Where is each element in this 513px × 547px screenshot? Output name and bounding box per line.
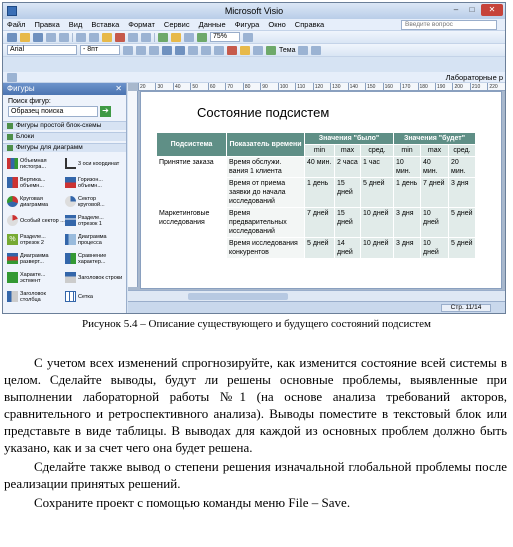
cell-value: 40 мин. [305,157,335,178]
cell-value: 10 дней [361,238,394,259]
stencil-blocks[interactable] [3,132,126,141]
header-was: Значения "было" [305,133,394,145]
cell-value: 10 дней [361,208,394,238]
theme-label[interactable]: Тема [279,46,296,54]
header-avg: сред. [449,145,476,157]
stencil-label: Блоки [16,133,35,140]
special-sector-icon [7,215,18,226]
font-color-icon[interactable] [227,46,237,55]
shape-item[interactable]: Объемная гистогра... [7,156,65,171]
cell-value: 1 день [305,178,335,208]
figure-caption: Рисунок 5.4 – Описание существующего и будущего состояний подсистем [82,318,431,330]
menu-window[interactable]: Окно [268,20,286,29]
minimize-button[interactable]: – [453,5,459,14]
ruler-tick: 150 [365,83,382,90]
ruler-tick: 100 [278,83,295,90]
stencil-icon [7,123,13,129]
page-indicator: Стр. 11/14 [441,304,491,312]
font-select[interactable]: Arial [7,45,77,55]
paragraph: Сохраните проект с помощью команды меню File – Save. [34,495,351,510]
shape-item[interactable]: Заголовок столбца [7,289,65,304]
delete-icon[interactable] [115,33,125,42]
connector-tool-icon[interactable] [171,33,181,42]
stencil-icon [7,134,13,140]
ruler-tick: 20 [138,83,155,90]
percent-segment-icon: % [7,234,18,245]
visio-window [2,2,506,314]
cell-value: 14 дней [335,238,361,259]
table-row [157,157,476,178]
header-max: max [335,145,361,157]
cell-value: 1 день [394,178,421,208]
menu-help[interactable]: Справка [294,20,325,29]
shape-item[interactable]: Сетка [65,289,123,304]
undo-icon[interactable] [128,33,138,42]
preview-icon[interactable] [59,33,69,42]
new-icon[interactable] [7,33,17,42]
theme-icon[interactable] [266,46,276,55]
window-controls [449,4,503,16]
help-search-input[interactable]: Введите вопрос [401,20,497,30]
cell-indicator: Время обслужи. вания 1 клиента [227,157,305,178]
ruler-tick: 40 [173,83,190,90]
drawing-area[interactable] [128,83,505,313]
shape-item[interactable]: Круговая диаграмма [7,194,65,209]
expansion-chart-icon [7,253,18,264]
vertical-ruler [128,91,138,287]
menu-data[interactable]: Данные [198,20,226,29]
ruler-tick: 120 [313,83,330,90]
menu-shape[interactable]: Фигура [234,20,260,29]
row-header-icon [65,272,76,283]
document-title[interactable]: Состояние подсистем [197,105,330,120]
fill-color-icon[interactable] [253,46,263,55]
header-subsystem: Подсистема [157,133,227,157]
ruler-tick: 30 [155,83,172,90]
shape-item[interactable]: Диаграмма разверт... [7,251,65,266]
maximize-button[interactable]: □ [469,5,475,14]
ruler-tick: 210 [470,83,487,90]
redo-icon[interactable] [141,33,151,42]
ruler-tick: 60 [208,83,225,90]
align-center-icon[interactable] [175,46,185,55]
shape-item[interactable]: Вертика... объемн... [7,175,65,190]
line-pattern-icon[interactable] [311,46,321,55]
shape-search-input[interactable]: Образец поиска [8,106,98,117]
save-icon[interactable] [33,33,43,42]
comparison-icon [65,253,76,264]
ruler-tick: 190 [435,83,452,90]
shape-item[interactable]: Заголовок строки [65,270,123,285]
table-row [157,238,476,259]
header-avg: сред. [361,145,394,157]
indent-icon[interactable] [214,46,224,55]
paragraph: С учетом всех изменений спрогнозируйте, как изменится состояние всей системы в целом. Сделайте выводы, будут ли решены основные проблемы, выявленные при выполнении лабораторной работы №1 (на основе анализа требований акторов, сравнительного и ретроспективного анализа). Выводы поместите в текстовый блок или представьте в виде таблицы. В выводах для каждой из основных проблем должно быть указано, как и за счет чего она будет решена. [4,355,507,455]
ruler-tick: 110 [295,83,312,90]
cell-subsystem: Принятие заказа [157,157,227,178]
cell-indicator: Время от приема заявки до начала исследований [227,178,305,208]
toolbar-separator [72,33,73,42]
horizontal-scrollbar[interactable] [128,290,505,301]
drawing-page[interactable] [140,91,502,289]
title-bar [3,3,505,19]
header-max: max [421,145,449,157]
shape-search-row [3,106,126,117]
cell-indicator: Время предварительных исследований [227,208,305,238]
text-tool-icon[interactable] [184,33,194,42]
shape-search-label: Поиск фигур: [8,98,51,105]
cell-value: 5 дней [449,238,476,259]
stencil-flowchart[interactable] [3,121,126,130]
feature-icon [7,272,18,283]
scroll-thumb[interactable] [188,293,288,300]
cell-value: 40 мин. [421,157,449,178]
table-row [157,208,476,238]
cell-value: 15 дней [335,178,361,208]
cell-value: 7 дней [305,208,335,238]
cell-value: 3 дня [394,238,421,259]
document-tab-label[interactable]: Лабораторные р [445,72,503,82]
italic-icon[interactable] [136,46,146,55]
cell-indicator: Время исследования конкурентов [227,238,305,259]
ruler-tick: 200 [452,83,469,90]
status-bar [128,301,505,313]
menu-view[interactable]: Вид [68,20,83,29]
drawing-title-strip [3,72,505,83]
cell-value: 10 дней [421,208,449,238]
ruler-tick: 160 [383,83,400,90]
shape-item[interactable]: % Разделе... отрезок 2 [7,232,65,247]
cell-value: 10 дней [421,238,449,259]
shapes-panel-title: Фигуры [7,84,35,93]
underline-icon[interactable] [149,46,159,55]
standard-toolbar [3,31,505,44]
search-go-icon[interactable]: ➔ [100,106,111,117]
ruler-tick: 140 [348,83,365,90]
menu-file[interactable]: Файл [7,20,26,29]
menu-bar [3,19,505,31]
print-icon[interactable] [46,33,56,42]
ruler-tick: 130 [330,83,347,90]
pie-sector-icon [65,196,76,207]
stencil-label: Фигуры простой блок-схемы [16,122,102,129]
3d-bar-chart-icon [7,158,18,169]
paragraph: Сделайте также вывод о степени решения изначальной глобальной проблемы после реализации принятых решений. [4,459,507,491]
cut-icon[interactable] [76,33,86,42]
format-toolbar [3,44,505,57]
cell-value: 2 часа [335,157,361,178]
zoom-select[interactable]: 75% [210,32,240,42]
help-icon[interactable] [243,33,253,42]
ruler-tick: 220 [487,83,504,90]
shapes-panel-header [3,83,126,95]
ruler-tick: 70 [225,83,242,90]
font-size-select[interactable]: - 8пт [80,45,120,55]
cell-value: 5 дней [361,178,394,208]
vertical-bar-icon [7,177,18,188]
horizontal-bar-icon [65,177,76,188]
cell-value: 1 час [361,157,394,178]
cell-value: 7 дней [421,178,449,208]
copy-icon[interactable] [89,33,99,42]
cell-value: 10 мин. [394,157,421,178]
close-button[interactable]: ✕ [481,4,503,16]
line-weight-icon[interactable] [298,46,308,55]
menu-format[interactable]: Формат [128,20,155,29]
shape-item[interactable]: Разделе... отрезок 1 [65,213,123,228]
header-will: Значения "будет" [394,133,476,145]
menu-tools[interactable]: Сервис [163,20,190,29]
bold-icon[interactable] [123,46,133,55]
close-icon[interactable]: ✕ [115,84,122,93]
shapes-icon[interactable] [197,33,207,42]
shape-item[interactable]: Диаграмма процесса [65,232,123,247]
axes-icon [65,158,76,169]
stencil-label: Фигуры для диаграмм [16,144,83,151]
ruler-tick: 50 [190,83,207,90]
cell-value: 15 дней [335,208,361,238]
menu-edit[interactable]: Правка [34,20,60,29]
shapes-panel [3,83,127,313]
cell-subsystem: Маркетинговые исследования [157,208,227,238]
bullets-icon[interactable] [201,46,211,55]
shape-item[interactable]: Горизон... объемн... [65,175,123,190]
menu-insert[interactable]: Вставка [91,20,120,29]
shape-item[interactable]: Сравнение характер... [65,251,123,266]
column-header-icon [7,291,18,302]
ruler-tick: 80 [243,83,260,90]
subsystem-table[interactable] [156,132,476,259]
cell-value: 5 дней [305,238,335,259]
table-header-row [157,133,476,145]
stencil-icon [7,145,13,151]
cell-subsystem [157,178,227,208]
toolbar-separator [154,33,155,42]
pie-chart-icon [7,196,18,207]
table-row [157,178,476,208]
paste-icon[interactable] [102,33,112,42]
pointer-tool-icon[interactable] [158,33,168,42]
instruction-text [4,354,507,513]
ruler-tick: 170 [400,83,417,90]
ruler-tick: 90 [260,83,277,90]
shape-item[interactable]: Характе... эстмент [7,270,65,285]
align-right-icon[interactable] [188,46,198,55]
header-min: min [394,145,421,157]
cell-value: 3 дня [394,208,421,238]
ruler-tick: 180 [418,83,435,90]
shape-gallery [3,152,126,304]
header-indicator: Показатель времени [227,133,305,157]
shape-item[interactable]: 3 оси координат [65,156,123,171]
drawing-icon [7,73,17,82]
shape-item[interactable]: Сектор круговой... [65,194,123,209]
segment-icon [65,215,76,226]
shape-item[interactable]: Особый сектор ... [7,213,65,228]
window-title: Microsoft Visio [224,6,284,16]
cell-value: 3 дня [449,178,476,208]
horizontal-ruler [138,83,505,91]
align-left-icon[interactable] [162,46,172,55]
cell-subsystem [157,238,227,259]
cell-value: 20 мин. [449,157,476,178]
stencil-charts[interactable] [3,143,126,152]
cell-value: 5 дней [449,208,476,238]
process-chart-icon [65,234,76,245]
line-color-icon[interactable] [240,46,250,55]
header-min: min [305,145,335,157]
open-icon[interactable] [20,33,30,42]
grid-icon [65,291,76,302]
